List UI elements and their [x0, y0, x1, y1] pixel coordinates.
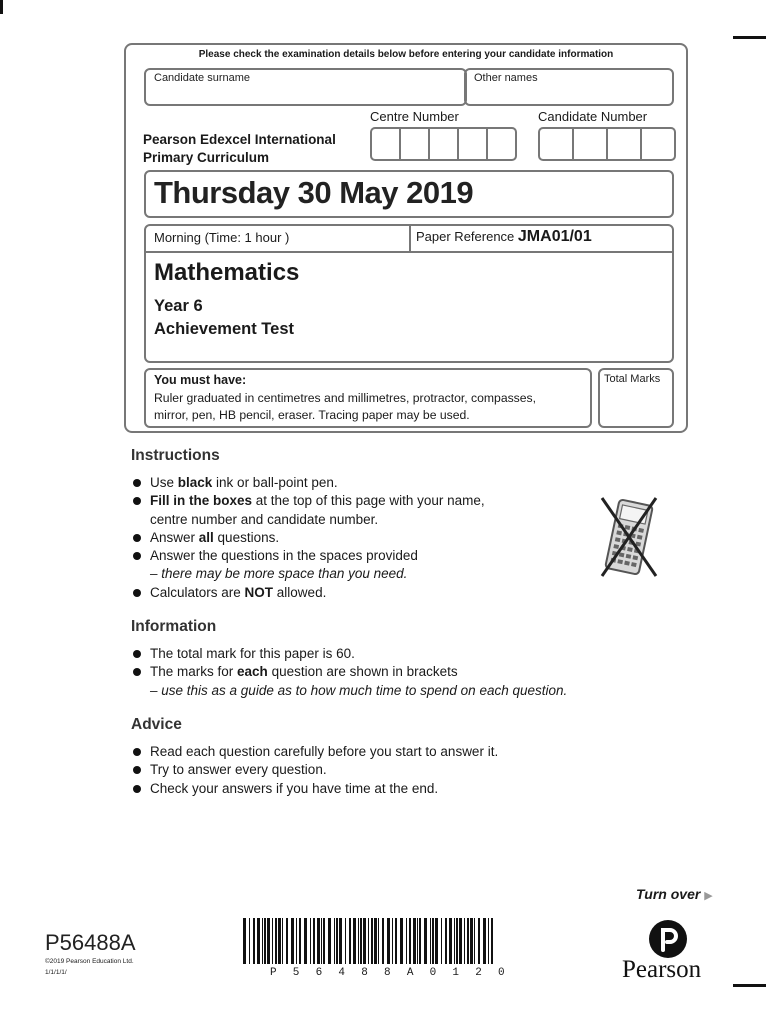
- no-calculator-icon: [598, 494, 660, 580]
- barcode-bar: [313, 918, 315, 964]
- barcode-bar: [406, 918, 407, 964]
- total-marks-label: Total Marks: [604, 373, 661, 385]
- list-item: [131, 529, 571, 547]
- print-code: 1/1/1/1/: [45, 969, 67, 976]
- barcode-bar: [299, 918, 301, 964]
- text: Try to answer every question.: [150, 762, 327, 778]
- barcode-bar: [353, 918, 356, 964]
- barcode-bar: [464, 918, 465, 964]
- pearson-logo-icon: [648, 919, 688, 959]
- barcode-bar: [409, 918, 411, 964]
- text: at the top of this page with your name,: [252, 493, 485, 509]
- centre-digit-box[interactable]: [486, 127, 517, 161]
- text-bold: NOT: [244, 584, 274, 600]
- barcode-bar: [291, 918, 294, 964]
- barcode-bar: [478, 918, 480, 964]
- barcode-bar: [267, 918, 270, 964]
- barcode-bar: [358, 918, 359, 964]
- barcode-bar: [374, 918, 377, 964]
- candidate-number-label: Candidate Number: [538, 109, 648, 124]
- bullet-icon: [133, 748, 141, 756]
- barcode-bar: [275, 918, 277, 964]
- barcode-bar: [349, 918, 351, 964]
- exam-date: Thursday 30 May 2019: [154, 175, 474, 210]
- centre-digit-box[interactable]: [399, 127, 430, 161]
- advice-list: [131, 743, 591, 798]
- barcode-bar: [360, 918, 362, 964]
- pearson-wordmark: Pearson: [622, 956, 702, 983]
- barcode-bar: [419, 918, 421, 964]
- barcode-bar: [296, 918, 297, 964]
- test-name: Achievement Test: [154, 320, 294, 338]
- barcode-bar: [339, 918, 342, 964]
- turn-over: [636, 886, 713, 902]
- text: allowed.: [273, 584, 327, 600]
- barcode-bar: [488, 918, 489, 964]
- barcode-bar: [321, 918, 322, 964]
- barcode-bar: [467, 918, 469, 964]
- barcode-bar: [363, 918, 366, 964]
- barcode-bar: [459, 918, 462, 964]
- barcode-bar: [382, 918, 384, 964]
- advice-heading: Advice: [131, 716, 182, 733]
- text: questions.: [213, 529, 280, 545]
- subject-title: Mathematics: [154, 259, 300, 286]
- year-label: Year 6: [154, 297, 203, 315]
- barcode-bar: [445, 918, 447, 964]
- candidate-surname-field[interactable]: [144, 68, 467, 106]
- text: Calculators are: [150, 584, 245, 600]
- barcode-bar: [454, 918, 455, 964]
- list-item: [131, 474, 571, 492]
- barcode-bar: [304, 918, 307, 964]
- bullet-icon: [133, 589, 141, 597]
- barcode-bar: [470, 918, 473, 964]
- barcode-bar: [257, 918, 260, 964]
- barcode-bar: [272, 918, 273, 964]
- text: Use: [150, 475, 178, 490]
- barcode-bar: [243, 918, 246, 964]
- centre-digit-box[interactable]: [370, 127, 401, 161]
- barcode-bar: [334, 918, 335, 964]
- paper-reference-code: JMA01/01: [517, 228, 592, 245]
- bullet-icon: [133, 766, 141, 774]
- text: The marks for: [150, 664, 238, 680]
- barcode-bar: [435, 918, 438, 964]
- text-italic: – there may be more space than you need.: [150, 566, 408, 582]
- equipment-line-1: Ruler graduated in centimetres and millimetres, protractor, compasses,: [154, 391, 537, 405]
- barcode-bar: [371, 918, 373, 964]
- candidate-surname-label: Candidate surname: [154, 72, 251, 84]
- candidate-digit-box[interactable]: [640, 127, 676, 161]
- text: question are shown in brackets: [267, 664, 458, 680]
- barcode-bar: [387, 918, 390, 964]
- candidate-digit-box[interactable]: [606, 127, 642, 161]
- candidate-digit-box[interactable]: [538, 127, 574, 161]
- barcode-bar: [323, 918, 325, 964]
- bullet-icon: [133, 650, 141, 658]
- barcode-bar: [249, 918, 250, 964]
- crop-mark-top-left: [0, 0, 3, 14]
- barcode-bar: [456, 918, 458, 964]
- barcode-text: P 5 6 4 8 8 A 0 1 2 0: [270, 967, 506, 979]
- candidate-details-frame: [124, 43, 688, 433]
- text: The total mark for this paper is 60.: [150, 646, 355, 661]
- barcode-bar: [310, 918, 311, 964]
- bullet-icon: [133, 668, 141, 676]
- barcode-bar: [449, 918, 452, 964]
- information-heading: Information: [131, 618, 217, 635]
- board-line-2: Primary Curriculum: [143, 150, 270, 165]
- barcode-bar: [430, 918, 431, 964]
- paper-details-box: [144, 224, 674, 363]
- barcode-bar: [378, 918, 379, 964]
- barcode-bar: [262, 918, 263, 964]
- barcode-bar: [282, 918, 283, 964]
- text-italic: – use this as a guide as to how much time to spend on each question.: [150, 682, 568, 698]
- text: centre number and candidate number.: [150, 511, 379, 527]
- bullet-icon: [133, 534, 141, 542]
- instructions-list: [131, 474, 571, 602]
- other-names-label: Other names: [474, 72, 538, 84]
- bullet-icon: [133, 785, 141, 793]
- text: Answer the questions in the spaces provided: [150, 548, 418, 564]
- barcode-bar: [368, 918, 369, 964]
- barcode-bar: [491, 918, 493, 964]
- text: ink or ball-point pen.: [212, 475, 338, 490]
- barcode-bar: [278, 918, 281, 964]
- equipment-line-2: mirror, pen, HB pencil, eraser. Tracing paper may be used.: [154, 408, 470, 422]
- copyright: ©2019 Pearson Education Ltd.: [45, 958, 134, 965]
- text: Read each question carefully before you start to answer it.: [150, 744, 499, 759]
- text-bold: black: [177, 475, 213, 490]
- barcode-bar: [474, 918, 475, 964]
- candidate-number-boxes[interactable]: [538, 127, 674, 161]
- text: Answer: [150, 529, 199, 545]
- paper-reference-label: Paper Reference: [416, 229, 515, 244]
- paper-code: P56488A: [45, 930, 136, 955]
- crop-mark-bottom-right: [733, 984, 766, 987]
- date-box: [144, 170, 674, 218]
- barcode-bar: [317, 918, 320, 964]
- barcode-bar: [413, 918, 416, 964]
- barcode-bar: [264, 918, 266, 964]
- bullet-icon: [133, 479, 141, 487]
- list-item: [131, 780, 591, 798]
- turn-over-label: Turn over: [636, 886, 701, 902]
- text-bold: Fill in the boxes: [150, 493, 253, 509]
- list-item: [131, 645, 591, 663]
- barcode-bar: [441, 918, 442, 964]
- information-list: [131, 645, 591, 700]
- total-marks-box: [598, 368, 674, 428]
- barcode-bar: [328, 918, 331, 964]
- list-item: [131, 547, 571, 584]
- centre-digit-box[interactable]: [457, 127, 488, 161]
- bullet-icon: [133, 552, 141, 560]
- barcode-bar: [417, 918, 418, 964]
- you-must-have-box: [144, 368, 592, 428]
- centre-digit-box[interactable]: [428, 127, 459, 161]
- barcode-bar: [336, 918, 338, 964]
- barcode-bar: [286, 918, 288, 964]
- bullet-icon: [133, 497, 141, 505]
- barcode-bar: [400, 918, 403, 964]
- board-line-1: Pearson Edexcel International: [143, 132, 336, 147]
- barcode-bar: [432, 918, 434, 964]
- check-notice: Please check the examination details below before entering your candidate information: [198, 49, 614, 60]
- barcode-bar: [392, 918, 393, 964]
- list-item: [131, 492, 571, 529]
- text-bold: each: [237, 664, 268, 680]
- equipment-list: [154, 390, 536, 424]
- board-name: [143, 131, 336, 167]
- text-bold: all: [198, 529, 214, 545]
- paper-reference: [416, 228, 592, 246]
- barcode-bar: [424, 918, 427, 964]
- barcode: [243, 918, 497, 970]
- barcode-bar: [395, 918, 397, 964]
- barcode-bar: [345, 918, 346, 964]
- text: Check your answers if you have time at the end.: [150, 780, 439, 796]
- you-must-have-label: You must have:: [154, 373, 247, 387]
- centre-number-boxes[interactable]: [370, 127, 515, 161]
- list-item: [131, 663, 591, 700]
- list-item: [131, 743, 591, 761]
- other-names-field[interactable]: [464, 68, 674, 106]
- play-arrow-icon: ▶: [704, 890, 713, 902]
- divider: [409, 226, 411, 253]
- candidate-digit-box[interactable]: [572, 127, 608, 161]
- instructions-heading: Instructions: [131, 447, 220, 464]
- barcode-bar: [483, 918, 486, 964]
- crop-mark-top-right: [733, 36, 766, 39]
- list-item: [131, 584, 571, 602]
- barcode-bar: [253, 918, 255, 964]
- centre-number-label: Centre Number: [370, 109, 459, 124]
- list-item: [131, 761, 591, 779]
- session-time: Morning (Time: 1 hour ): [154, 230, 290, 245]
